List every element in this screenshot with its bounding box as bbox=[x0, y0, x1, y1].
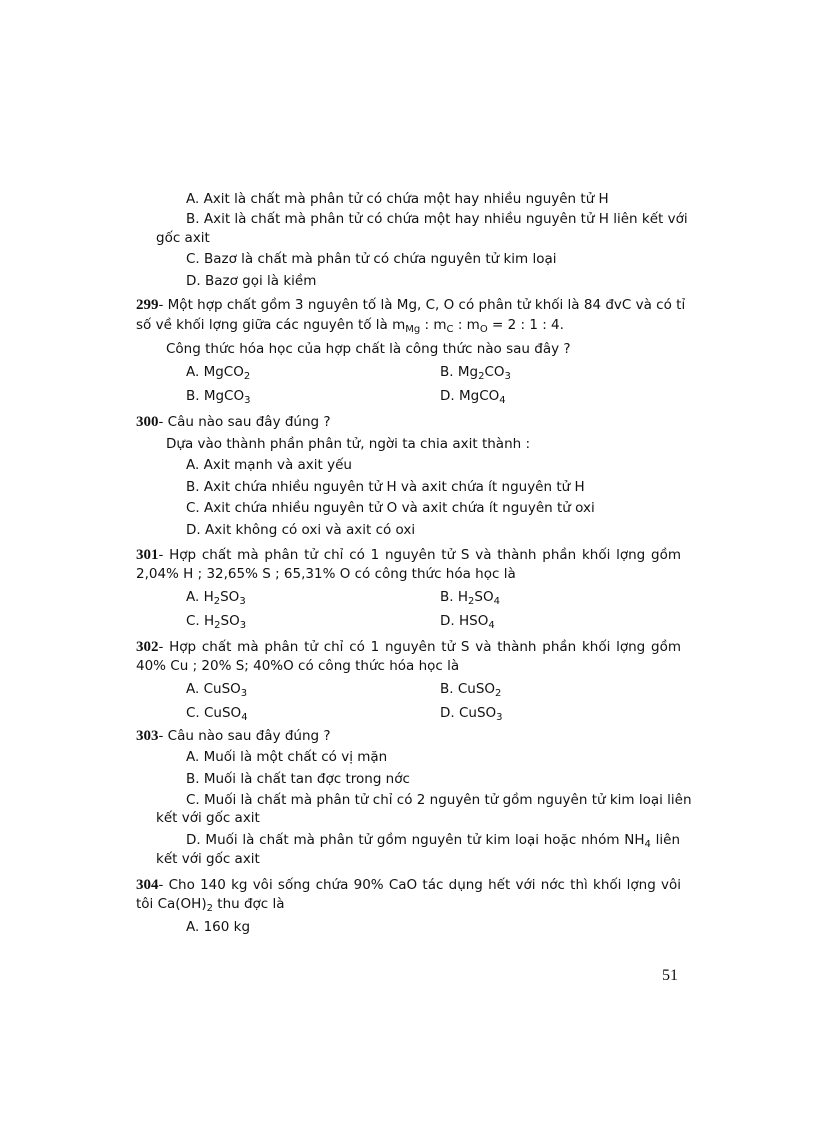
q302-option-a: A. CuSO$_3$ bbox=[186, 681, 248, 699]
q301-line1 bbox=[136, 546, 681, 564]
q301-option-a: A. $H_2SO_3$ bbox=[186, 589, 246, 607]
q299-ratio-o: : m bbox=[453, 317, 480, 333]
q299-option-c: B. MgCO$_3$ bbox=[186, 388, 251, 406]
q302-option-b: B. CuSO$_2$ bbox=[440, 681, 502, 699]
q303-option-d-line2: kết với gốc axit bbox=[156, 851, 260, 867]
q298-option-b-line2: gốc axit bbox=[156, 230, 210, 246]
q302-option-d: D. CuSO$_3$ bbox=[440, 705, 503, 723]
q302-text: - Hợp chất mà phân tử chỉ có 1 nguyên tử S và thành phần khối lợng gồm bbox=[158, 639, 681, 655]
q300-text: - Câu nào sau đây đúng ? bbox=[158, 414, 331, 430]
q303-text: - Câu nào sau đây đúng ? bbox=[158, 728, 331, 744]
q299-prompt: Công thức hóa học của hợp chất là công thức nào sau đây ? bbox=[166, 341, 571, 357]
q302-line1 bbox=[136, 638, 681, 656]
question-number: 301 bbox=[136, 547, 159, 563]
q300-option-b: B. Axit chứa nhiều nguyên tử H và axit chứa ít nguyên tử H bbox=[186, 479, 585, 495]
q300-option-d: D. Axit không có oxi và axit có oxi bbox=[186, 522, 416, 538]
q303-option-b: B. Muối là chất tan đợc trong nớc bbox=[186, 771, 410, 787]
sub-c: C bbox=[446, 324, 454, 335]
q302-line2: 40% Cu ; 20% S; 40%O có công thức hóa học là bbox=[136, 658, 460, 674]
q304-line2: tôi $Ca(OH)_2$ thu đợc là bbox=[136, 896, 285, 914]
q304-line1 bbox=[136, 876, 681, 894]
q298-option-a: A. Axit là chất mà phân tử có chứa một hay nhiều nguyên tử H bbox=[186, 191, 609, 207]
q298-option-d: D. Bazơ gọi là kiềm bbox=[186, 273, 317, 289]
question-number: 299 bbox=[136, 297, 159, 313]
sub-o: O bbox=[479, 324, 488, 335]
question-number: 300 bbox=[136, 414, 159, 430]
q303-line1 bbox=[136, 727, 331, 745]
page-number: 51 bbox=[662, 967, 678, 984]
q301-line2: 2,04% H ; 32,65% S ; 65,31% O có công thức hóa học là bbox=[136, 566, 516, 582]
q301-text: - Hợp chất mà phân tử chỉ có 1 nguyên tử S và thành phần khối lợng gồm bbox=[158, 547, 681, 563]
q299-text: - Một hợp chất gồm 3 nguyên tố là Mg, C, O có phân tử khối là 84 đvC và có tỉ bbox=[158, 297, 686, 313]
q303-option-a: A. Muối là một chất có vị mặn bbox=[186, 749, 388, 765]
question-number: 304 bbox=[136, 877, 159, 893]
q299-line2 bbox=[136, 316, 564, 334]
q301-option-d: D. $HSO_4$ bbox=[440, 613, 495, 631]
q300-line1 bbox=[136, 413, 331, 431]
q300-line2: Dựa vào thành phần phân tử, ngời ta chia axit thành : bbox=[166, 436, 531, 452]
q300-option-c: C. Axit chứa nhiều nguyên tử O và axit chứa ít nguyên tử oxi bbox=[186, 500, 595, 516]
q303-option-d-line1: D. Muối là chất mà phân tử gồm nguyên tử kim loại hoặc nhóm $NH_4$ liên bbox=[186, 832, 680, 850]
q298-option-b-line1: B. Axit là chất mà phân tử có chứa một hay nhiều nguyên tử H liên kết với bbox=[186, 211, 688, 227]
q303-option-c-line2: kết với gốc axit bbox=[156, 810, 260, 826]
q300-option-a: A. Axit mạnh và axit yếu bbox=[186, 457, 352, 473]
q301-option-c: C. $H_2SO_3$ bbox=[186, 613, 247, 631]
q299-line1 bbox=[136, 296, 686, 314]
question-number: 303 bbox=[136, 728, 159, 744]
q304-option-a: A. 160 kg bbox=[186, 919, 251, 935]
q299-ratio-c: : m bbox=[420, 317, 447, 333]
q304-text: - Cho 140 kg vôi sống chứa 90% CaO tác dụng hết với nớc thì khối lợng vôi bbox=[158, 877, 681, 893]
q299-ratio-values: = 2 : 1 : 4. bbox=[487, 317, 564, 333]
question-number: 302 bbox=[136, 639, 159, 655]
q299-option-d: D. MgCO$_4$ bbox=[440, 388, 506, 406]
q299-option-a: A. MgCO$_2$ bbox=[186, 364, 251, 382]
q299-line2-text: số về khối lợng giữa các nguyên tố là m bbox=[136, 317, 406, 333]
q299-option-b: B. $Mg_2CO_3$ bbox=[440, 364, 511, 382]
q301-option-b: B. $H_2SO_4$ bbox=[440, 589, 500, 607]
q303-option-c-line1: C. Muối là chất mà phân tử chỉ có 2 nguyên tử gồm nguyên tử kim loại liên bbox=[186, 792, 692, 808]
q302-option-c: C. CuSO$_4$ bbox=[186, 705, 248, 723]
q298-option-c: C. Bazơ là chất mà phân tử có chứa nguyên tử kim loại bbox=[186, 251, 557, 267]
sub-mg: Mg bbox=[405, 324, 421, 335]
